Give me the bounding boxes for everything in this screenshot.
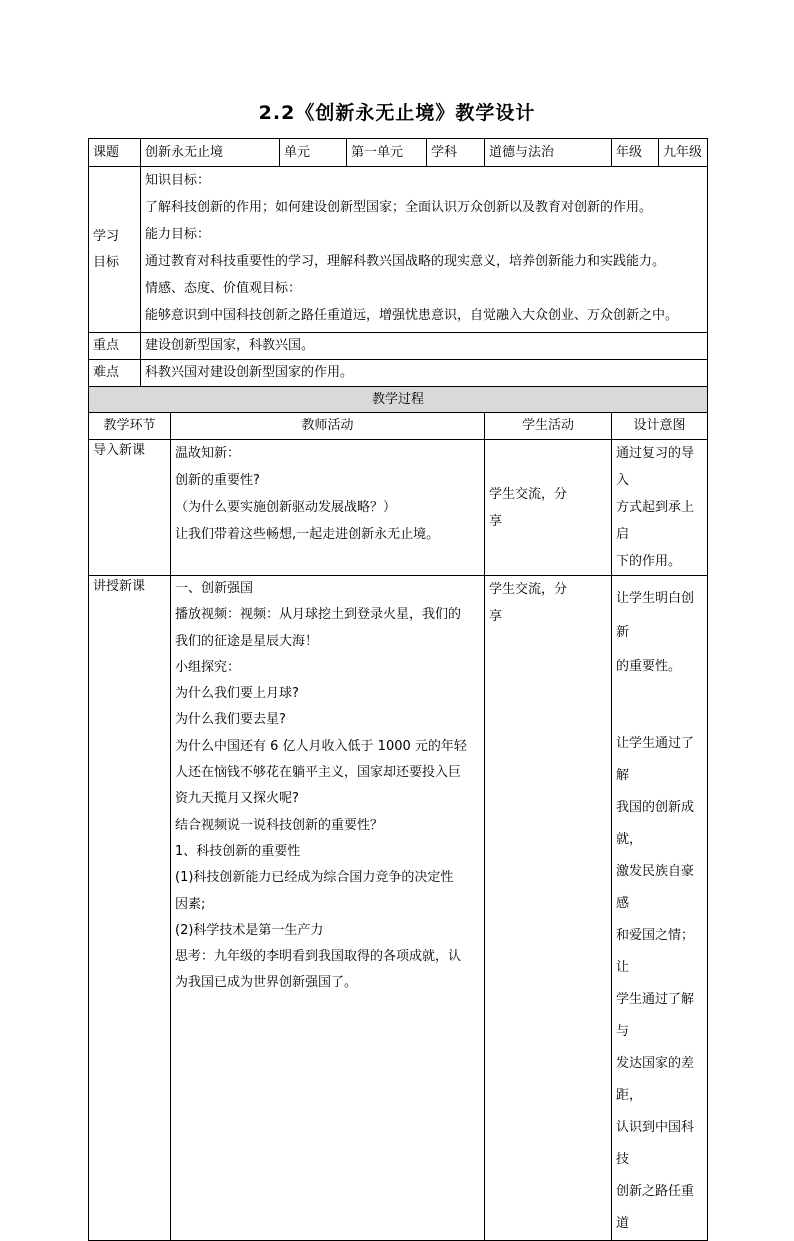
intro-row	[89, 440, 708, 576]
col-teacher: 教师活动	[171, 413, 485, 440]
lecture-design: 让学生明白创新 的重要性。 让学生通过了解 我国的创新成就， 激发民族自豪感 和爱国之情；让 学生通过了解与 发达国家的差距， 认识到中国科技 创新之路任重道	[612, 576, 708, 1241]
teacher-line: 结合视频说一说科技创新的重要性？	[175, 817, 384, 833]
teacher-line: 资九天揽月又探火呢?	[175, 791, 299, 807]
goals-label: 学习目标	[89, 167, 141, 333]
goals-row	[89, 167, 708, 333]
process-header-row	[89, 387, 708, 413]
grade-label: 年级	[612, 139, 659, 167]
intro-teacher	[171, 440, 485, 576]
subject-label: 学科	[427, 139, 485, 167]
teacher-line: 播放视频：视频：从月球挖土到登录火星，我们的	[175, 607, 462, 623]
teacher-line: 创新的重要性?	[175, 473, 260, 488]
topic-label: 课题	[89, 139, 141, 167]
goal-line: 能够意识到中国科技创新之路任重道远，增强忧患意识，自觉融入大众创业、万众创新之中。	[145, 308, 679, 323]
lecture-student: 学生交流，分 享	[485, 576, 612, 1241]
intro-design: 通过复习的导入 方式起到承上启 下的作用。	[612, 440, 708, 576]
key-text: 建设创新型国家，科教兴国。	[141, 333, 708, 360]
teacher-line: 小组探究：	[175, 659, 241, 675]
goal-line: 能力目标：	[145, 227, 211, 242]
teacher-line: 思考：九年级的李明看到我国取得的各项成就，认	[175, 949, 462, 965]
grade-value: 九年级	[659, 139, 708, 167]
page-title: 2.2《创新永无止境》教学设计	[258, 102, 536, 124]
lesson-plan-table	[88, 138, 708, 1241]
goal-line: 通过教育对科技重要性的学习，理解科教兴国战略的现实意义，培养创新能力和实践能力。	[145, 254, 666, 269]
intro-student: 学生交流，分 享	[485, 440, 612, 576]
teacher-line: 1、科技创新的重要性	[175, 843, 301, 859]
unit-value: 第一单元	[347, 139, 427, 167]
key-row	[89, 333, 708, 360]
teacher-line: (2)科学技术是第一生产力	[175, 922, 324, 938]
teacher-line: 为什么中国还有 6 亿人月收入低于 1000 元的年轻	[175, 738, 467, 754]
difficulty-text: 科教兴国对建设创新型国家的作用。	[141, 360, 708, 387]
lecture-teacher	[171, 576, 485, 1241]
lecture-stage: 讲授新课	[89, 576, 171, 1241]
teacher-line: 因素;	[175, 896, 206, 912]
difficulty-row	[89, 360, 708, 387]
teacher-line: 温故知新：	[175, 446, 241, 461]
subject-value: 道德与法治	[485, 139, 612, 167]
col-stage: 教学环节	[89, 413, 171, 440]
teacher-line: 为什么我们要上月球?	[175, 686, 299, 702]
col-design: 设计意图	[612, 413, 708, 440]
key-label: 重点	[89, 333, 141, 360]
lecture-row	[89, 576, 708, 1241]
topic-value: 创新永无止境	[141, 139, 280, 167]
process-header: 教学过程	[89, 387, 708, 413]
info-row	[89, 139, 708, 167]
teacher-line: 为什么我们要去星?	[175, 712, 286, 728]
teacher-line: 让我们带着这些畅想,一起走进创新永无止境。	[175, 527, 440, 542]
goals-content	[141, 167, 708, 333]
column-header-row	[89, 413, 708, 440]
goal-line: 情感、态度、价值观目标：	[145, 281, 302, 296]
unit-label: 单元	[280, 139, 347, 167]
teacher-line: 我们的征途是星辰大海！	[175, 633, 319, 649]
goal-line: 了解科技创新的作用；如何建设创新型国家；全面认识万众创新以及教育对创新的作用。	[145, 200, 653, 215]
teacher-line: 为我国已成为世界创新强国了。	[175, 975, 358, 991]
goal-line: 知识目标：	[145, 173, 211, 188]
intro-stage: 导入新课	[89, 440, 171, 576]
teacher-line: （为什么要实施创新驱动发展战略？）	[175, 500, 397, 515]
difficulty-label: 难点	[89, 360, 141, 387]
teacher-line: 一、创新强国	[175, 581, 254, 596]
teacher-line: (1)科技创新能力已经成为综合国力竞争的决定性	[175, 870, 454, 886]
col-student: 学生活动	[485, 413, 612, 440]
teacher-line: 人还在恼钱不够花在躺平主义，国家却还要投入巨	[175, 765, 462, 781]
